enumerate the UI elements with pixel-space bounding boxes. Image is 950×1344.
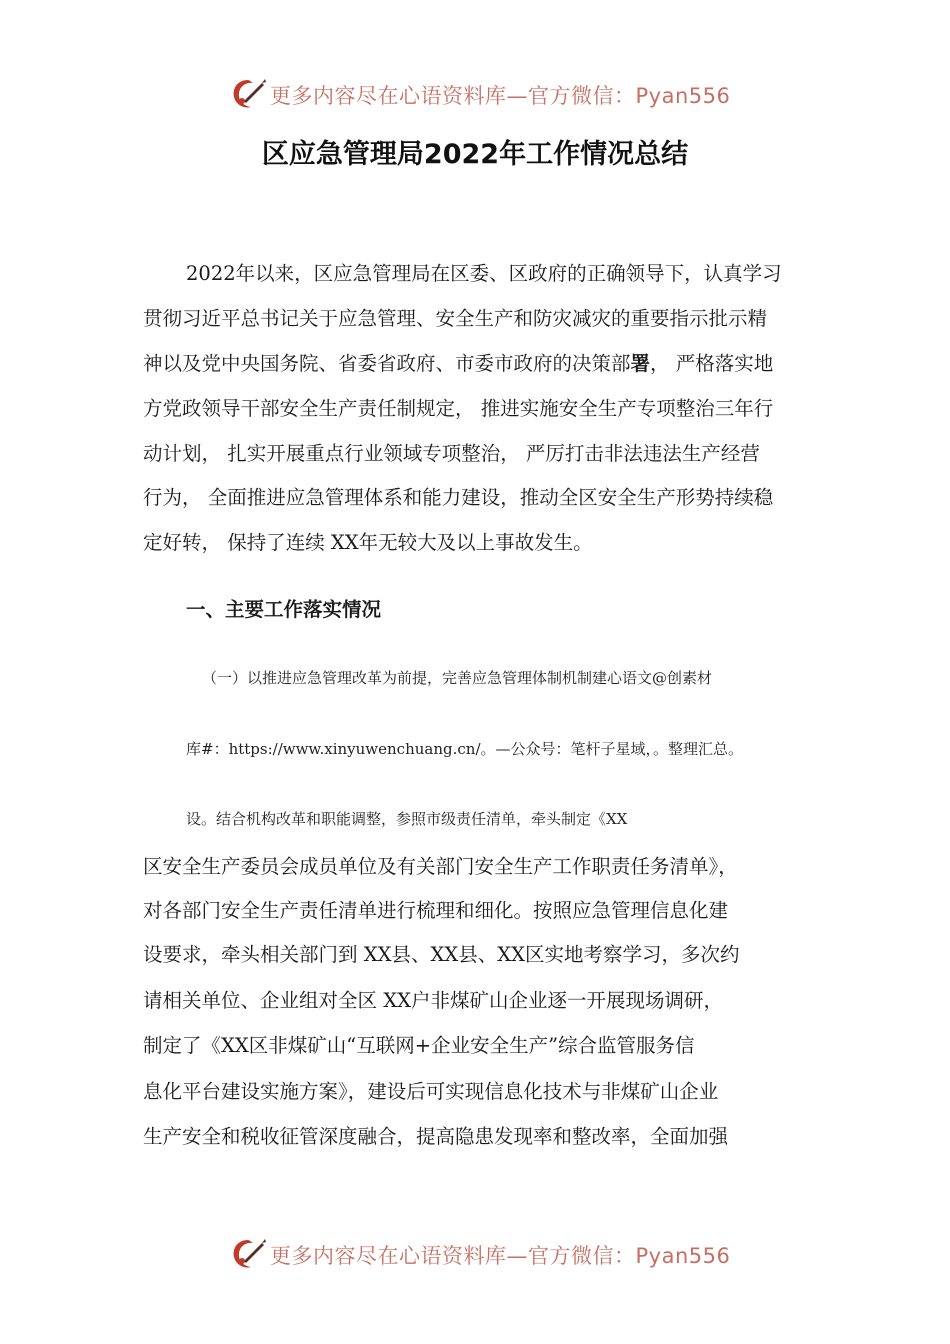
banner-text: 更多内容尽在心语资料库—官方微信：Pyan556 [270, 1244, 731, 1268]
intro-line-3-main: 神以及党中央国务院、省委省政府、市委市政府的决策部 [143, 352, 631, 375]
page-title: 区应急管理局2022年工作情况总结 [261, 139, 689, 170]
intro-line-7: 定好转， 保持了连续 XX年无较大及以上事故发生。 [143, 531, 593, 554]
subsection-line-3: 设。结合机构改革和职能调整，参照市级责任清单，牵头制定《XX [186, 810, 628, 828]
intro-line-3-bold: 署 [630, 352, 651, 375]
intro-line-2: 贯彻习近平总书记关于应急管理、安全生产和防灾减灾的重要指示批示精 [143, 307, 768, 330]
body-line-6: 息化平台建设实施方案》，建设后可实现信息化技术与非煤矿山企业 [143, 1080, 719, 1103]
intro-line-5: 动计划， 扎实开展重点行业领域专项整治， 严厉打击非法违法生产经营 [143, 442, 760, 465]
intro-line-4: 方党政领导干部安全生产责任制规定， 推进实施安全生产专项整治三年行 [143, 397, 774, 420]
bottom-watermark-banner [0, 1234, 950, 1274]
quill-logo-icon [229, 76, 267, 112]
top-watermark-banner [0, 74, 950, 114]
body-line-1: 区安全生产委员会成员单位及有关部门安全生产工作职责任务清单》， [143, 855, 738, 878]
subsection-line-1: （一）以推进应急管理改革为前提，完善应急管理体制机制建心语文@创素材 [202, 669, 713, 687]
section-heading: 一、主要工作落实情况 [186, 598, 382, 621]
body-line-5: 制定了《XX区非煤矿山“互联网+企业安全生产”综合监管服务信 [143, 1034, 695, 1057]
body-line-7: 生产安全和税收征管深度融合，提高隐患发现率和整改率，全面加强 [143, 1125, 729, 1148]
body-line-4: 请相关单位、企业组对全区 XX户非煤矿山企业逐一开展现场调研， [143, 989, 723, 1012]
intro-line-6: 行为， 全面推进应急管理体系和能力建设，推动全区安全生产形势持续稳 [143, 486, 774, 509]
body-line-2: 对各部门安全生产责任清单进行梳理和细化。按照应急管理信息化建 [143, 899, 729, 922]
intro-line-3 [143, 348, 773, 376]
subsection-line-2: 库#：https://www.xinyuwenchuang.cn/。—公众号：笔杆子星域，。整理汇总。 [186, 740, 743, 758]
body-line-3: 设要求，牵头相关部门到 XX县、XX县、XX区实地考察学习，多次约 [143, 943, 740, 966]
banner-text: 更多内容尽在心语资料库—官方微信：Pyan556 [270, 84, 731, 108]
intro-line-3-tail: ， 严格落实地 [650, 352, 774, 375]
quill-logo-icon [229, 1236, 267, 1272]
intro-line-1: 2022年以来，区应急管理局在区委、区政府的正确领导下，认真学习 [186, 262, 782, 285]
